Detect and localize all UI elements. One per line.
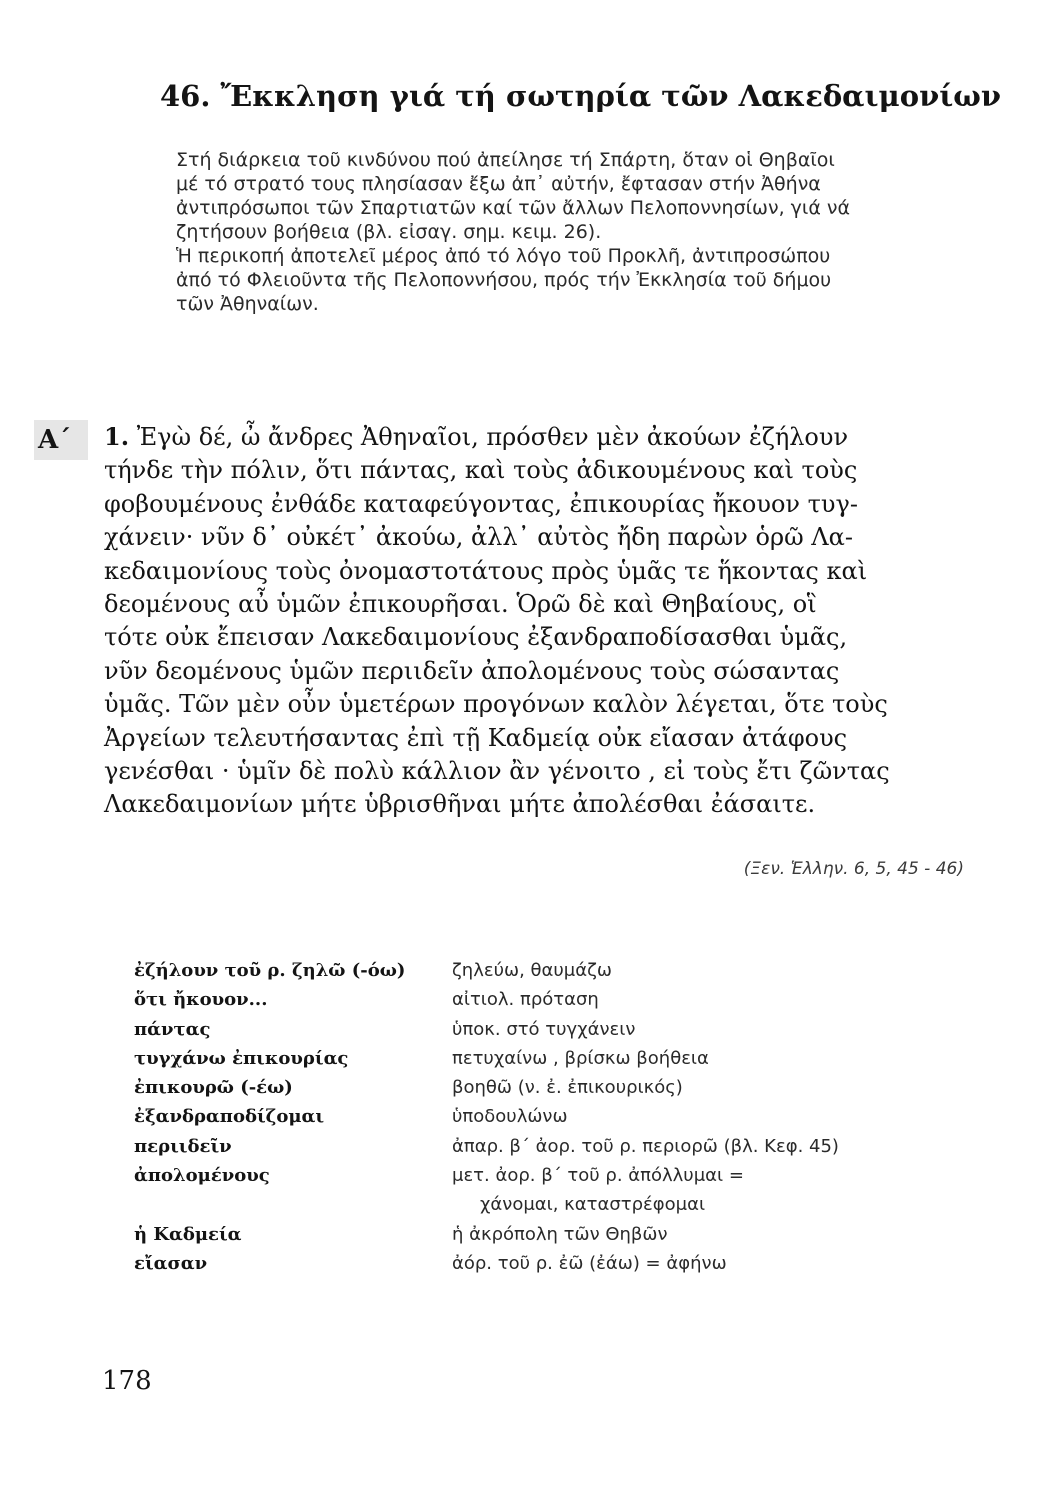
page-number: 178: [102, 1366, 152, 1396]
glossary-row: [134, 1161, 974, 1190]
glossary-definition: βοηθῶ (ν. ἐ. ἐπικουρικός): [452, 1077, 683, 1099]
passage-line: ὑμᾶς. Τῶν μὲν οὖν ὑμετέρων προγόνων καλὸν λέγεται, ὅτε τοὺς: [104, 690, 888, 719]
glossary-row: [134, 1015, 974, 1044]
glossary-row: [134, 1190, 974, 1219]
intro-paragraph: [176, 148, 976, 316]
passage-line: Λακεδαιμονίων μήτε ὑβρισθῆναι μήτε ἀπολέσθαι ἐάσαιτε.: [104, 790, 816, 819]
intro-line: τῶν Ἀθηναίων.: [176, 293, 319, 315]
glossary-row: [134, 1073, 974, 1102]
greek-passage: [104, 420, 964, 822]
glossary-definition: αἰτιολ. πρόταση: [452, 989, 599, 1011]
passage-line-text: Ἐγὼ δέ, ὦ ἄνδρες Ἀθηναῖοι, πρόσθεν μὲν ἀκούων ἐζήλουν: [136, 423, 849, 451]
glossary-row: [134, 1249, 974, 1278]
glossary-term: ὅτι ἤκουον...: [134, 989, 268, 1011]
intro-line: μέ τό στρατό τους πλησίασαν ἔξω ἀπ᾽ αὐτήν, ἔφτασαν στήν Ἀθήνα: [176, 173, 821, 195]
glossary-row: [134, 1220, 974, 1249]
section-marker: Α΄: [34, 420, 88, 460]
passage-line: [104, 420, 964, 454]
glossary-term: ἐξανδραποδίζομαι: [134, 1106, 325, 1128]
glossary-term: τυγχάνω ἐπικουρίας: [134, 1047, 349, 1069]
glossary-row: [134, 985, 974, 1014]
glossary-definition: ἡ ἀκρόπολη τῶν Θηβῶν: [452, 1223, 668, 1245]
passage-line: χάνειν· νῦν δ᾽ οὐκέτ᾽ ἀκούω, ἀλλ᾽ αὐτὸς ἤδη παρὼν ὁρῶ Λα-: [104, 523, 853, 552]
source-citation: (Ξεν. Ἑλλην. 6, 5, 45 - 46): [743, 859, 964, 879]
intro-line: ἀπό τό Φλειοῦντα τῆς Πελοποννήσου, πρός τήν Ἐκκλησία τοῦ δήμου: [176, 269, 832, 291]
glossary-definition: ὑποδουλώνω: [452, 1106, 568, 1128]
intro-line: ζητήσουν βοήθεια (βλ. εἰσαγ. σημ. κειμ. 26).: [176, 221, 602, 243]
glossary-definition: ἀόρ. τοῦ ρ. ἐῶ (ἐάω) = ἀφήνω: [452, 1252, 727, 1274]
glossary-term: πάντας: [134, 1018, 211, 1040]
glossary-row: [134, 956, 974, 985]
intro-line: ἀντιπρόσωποι τῶν Σπαρτιατῶν καί τῶν ἄλλων Πελοποννησίων, γιά νά: [176, 197, 851, 219]
glossary-definition-continuation: χάνομαι, καταστρέφομαι: [480, 1194, 706, 1216]
glossary-term: ἐζήλουν τοῦ ρ. ζηλῶ (-όω): [134, 960, 406, 981]
glossary-term: ἐπικουρῶ (-έω): [134, 1077, 293, 1099]
glossary: [134, 956, 974, 1278]
passage-line: τότε οὐκ ἔπεισαν Λακεδαιμονίους ἐξανδραποδίσασθαι ὑμᾶς,: [104, 623, 848, 652]
glossary-definition: πετυχαίνω , βρίσκω βοήθεια: [452, 1047, 709, 1069]
passage-line: γενέσθαι · ὑμῖν δὲ πολὺ κάλλιον ἂν γένοιτο , εἰ τοὺς ἔτι ζῶντας: [104, 757, 890, 786]
passage-line: κεδαιμονίους τοὺς ὀνομαστοτάτους πρὸς ὑμᾶς τε ἥκοντας καὶ: [104, 556, 868, 585]
glossary-definition: ὑποκ. στό τυγχάνειν: [452, 1018, 636, 1040]
glossary-term: περιιδεῖν: [134, 1135, 232, 1157]
chapter-title: 46. Ἔκκληση γιά τή σωτηρία τῶν Λακεδαιμονίων: [160, 79, 1001, 113]
glossary-term: ἡ Καδμεία: [134, 1223, 242, 1245]
passage-line: νῦν δεομένους ὑμῶν περιιδεῖν ἀπολομένους τοὺς σώσαντας: [104, 656, 840, 685]
glossary-row: [134, 1132, 974, 1161]
glossary-term: εἴασαν: [134, 1252, 208, 1274]
passage-line: Ἀργείων τελευτήσαντας ἐπὶ τῇ Καδμείᾳ οὐκ εἴασαν ἀτάφους: [104, 723, 848, 752]
glossary-row: [134, 1102, 974, 1131]
glossary-term: ἀπολομένους: [134, 1165, 270, 1187]
intro-line: Στή διάρκεια τοῦ κινδύνου πού ἀπείλησε τή Σπάρτη, ὅταν οἱ Θηβαῖοι: [176, 149, 835, 171]
passage-line: τήνδε τὴν πόλιν, ὅτι πάντας, καὶ τοὺς ἀδικουμένους καὶ τοὺς: [104, 456, 858, 485]
passage-line: φοβουμένους ἐνθάδε καταφεύγοντας, ἐπικουρίας ἤκουον τυγ-: [104, 489, 858, 518]
glossary-definition: ἀπαρ. β΄ ἀορ. τοῦ ρ. περιορῶ (βλ. Κεφ. 45): [452, 1135, 839, 1157]
glossary-definition: ζηλεύω, θαυμάζω: [452, 960, 612, 981]
intro-line: Ἡ περικοπή ἀποτελεῖ μέρος ἀπό τό λόγο τοῦ Προκλῆ, ἀντιπροσώπου: [176, 245, 831, 267]
glossary-definition: μετ. ἀορ. β΄ τοῦ ρ. ἀπόλλυμαι =: [452, 1165, 744, 1187]
glossary-row: [134, 1044, 974, 1073]
passage-line: δεομένους αὖ ὑμῶν ἐπικουρῆσαι. Ὁρῶ δὲ καὶ Θηβαίους, οἳ: [104, 590, 817, 619]
passage-number: 1.: [104, 422, 130, 451]
